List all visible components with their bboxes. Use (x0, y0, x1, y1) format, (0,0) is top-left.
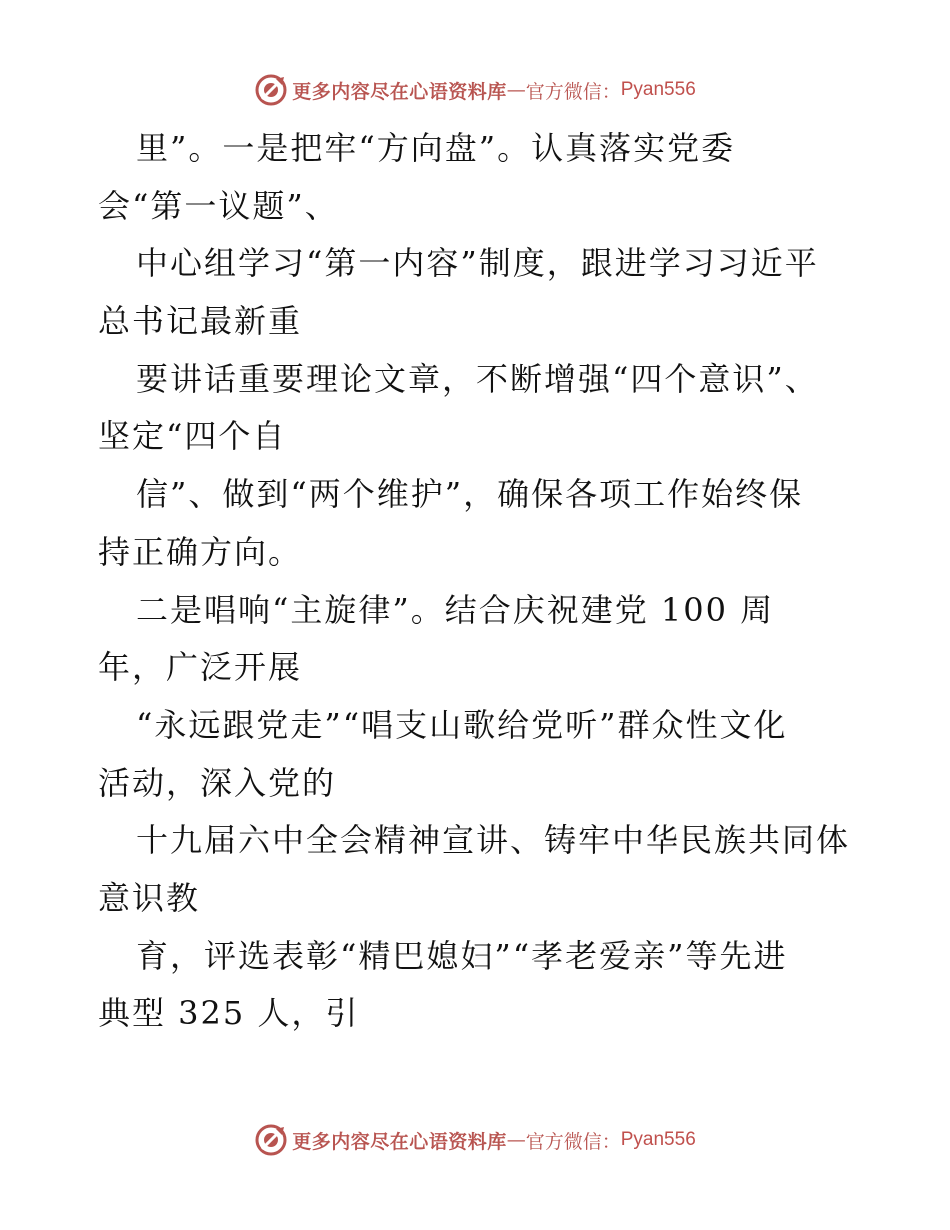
text-line: 中心组学习“第一内容”制度，跟进学习习近平 (136, 244, 819, 283)
footer-banner-id: Pyan556 (620, 1129, 696, 1150)
text-line: 典型 325 人，引 (98, 994, 360, 1033)
text-line: “永远跟党走”“唱支山歌给党听”群众性文化 (136, 705, 788, 744)
text-line: 信”、做到“两个维护”，确保各项工作始终保 (136, 475, 804, 514)
text-line: 坚定“四个自 (98, 417, 287, 456)
text-line: 总书记最新重 (98, 302, 303, 341)
footer-banner[interactable] (0, 1120, 950, 1160)
text-line: 要讲话重要理论文章，不断增强“四个意识”、 (136, 359, 819, 398)
text-line: 十九届六中全会精神宣讲、铸牢中华民族共同体 (136, 821, 851, 860)
header-banner-id: Pyan556 (620, 79, 696, 100)
footer-banner-text: 更多内容尽在心语资料库 (292, 1130, 507, 1153)
text-line: 会“第一议题”、 (98, 186, 339, 225)
body-text (98, 120, 858, 1043)
text-line: 二是唱响“主旋律”。结合庆祝建党 100 周 (136, 590, 775, 629)
text-line: 年，广泛开展 (98, 648, 303, 687)
logo-icon (254, 73, 288, 107)
text-line: 里”。一是把牢“方向盘”。认真落实党委 (136, 129, 736, 167)
text-line: 意识教 (98, 878, 201, 917)
header-banner-dash: — (506, 79, 526, 101)
text-line: 育，评选表彰“精巴媳妇”“孝老爱亲”等先进 (136, 936, 788, 975)
footer-banner-dash: — (506, 1129, 526, 1151)
header-banner[interactable] (0, 70, 950, 110)
logo-icon (254, 1123, 288, 1157)
text-line: 持正确方向。 (98, 532, 303, 571)
footer-banner-wechat: 官方微信： (525, 1130, 621, 1153)
header-banner-text: 更多内容尽在心语资料库 (292, 80, 507, 103)
text-line: 活动，深入党的 (98, 763, 337, 802)
header-banner-wechat: 官方微信： (525, 80, 621, 103)
